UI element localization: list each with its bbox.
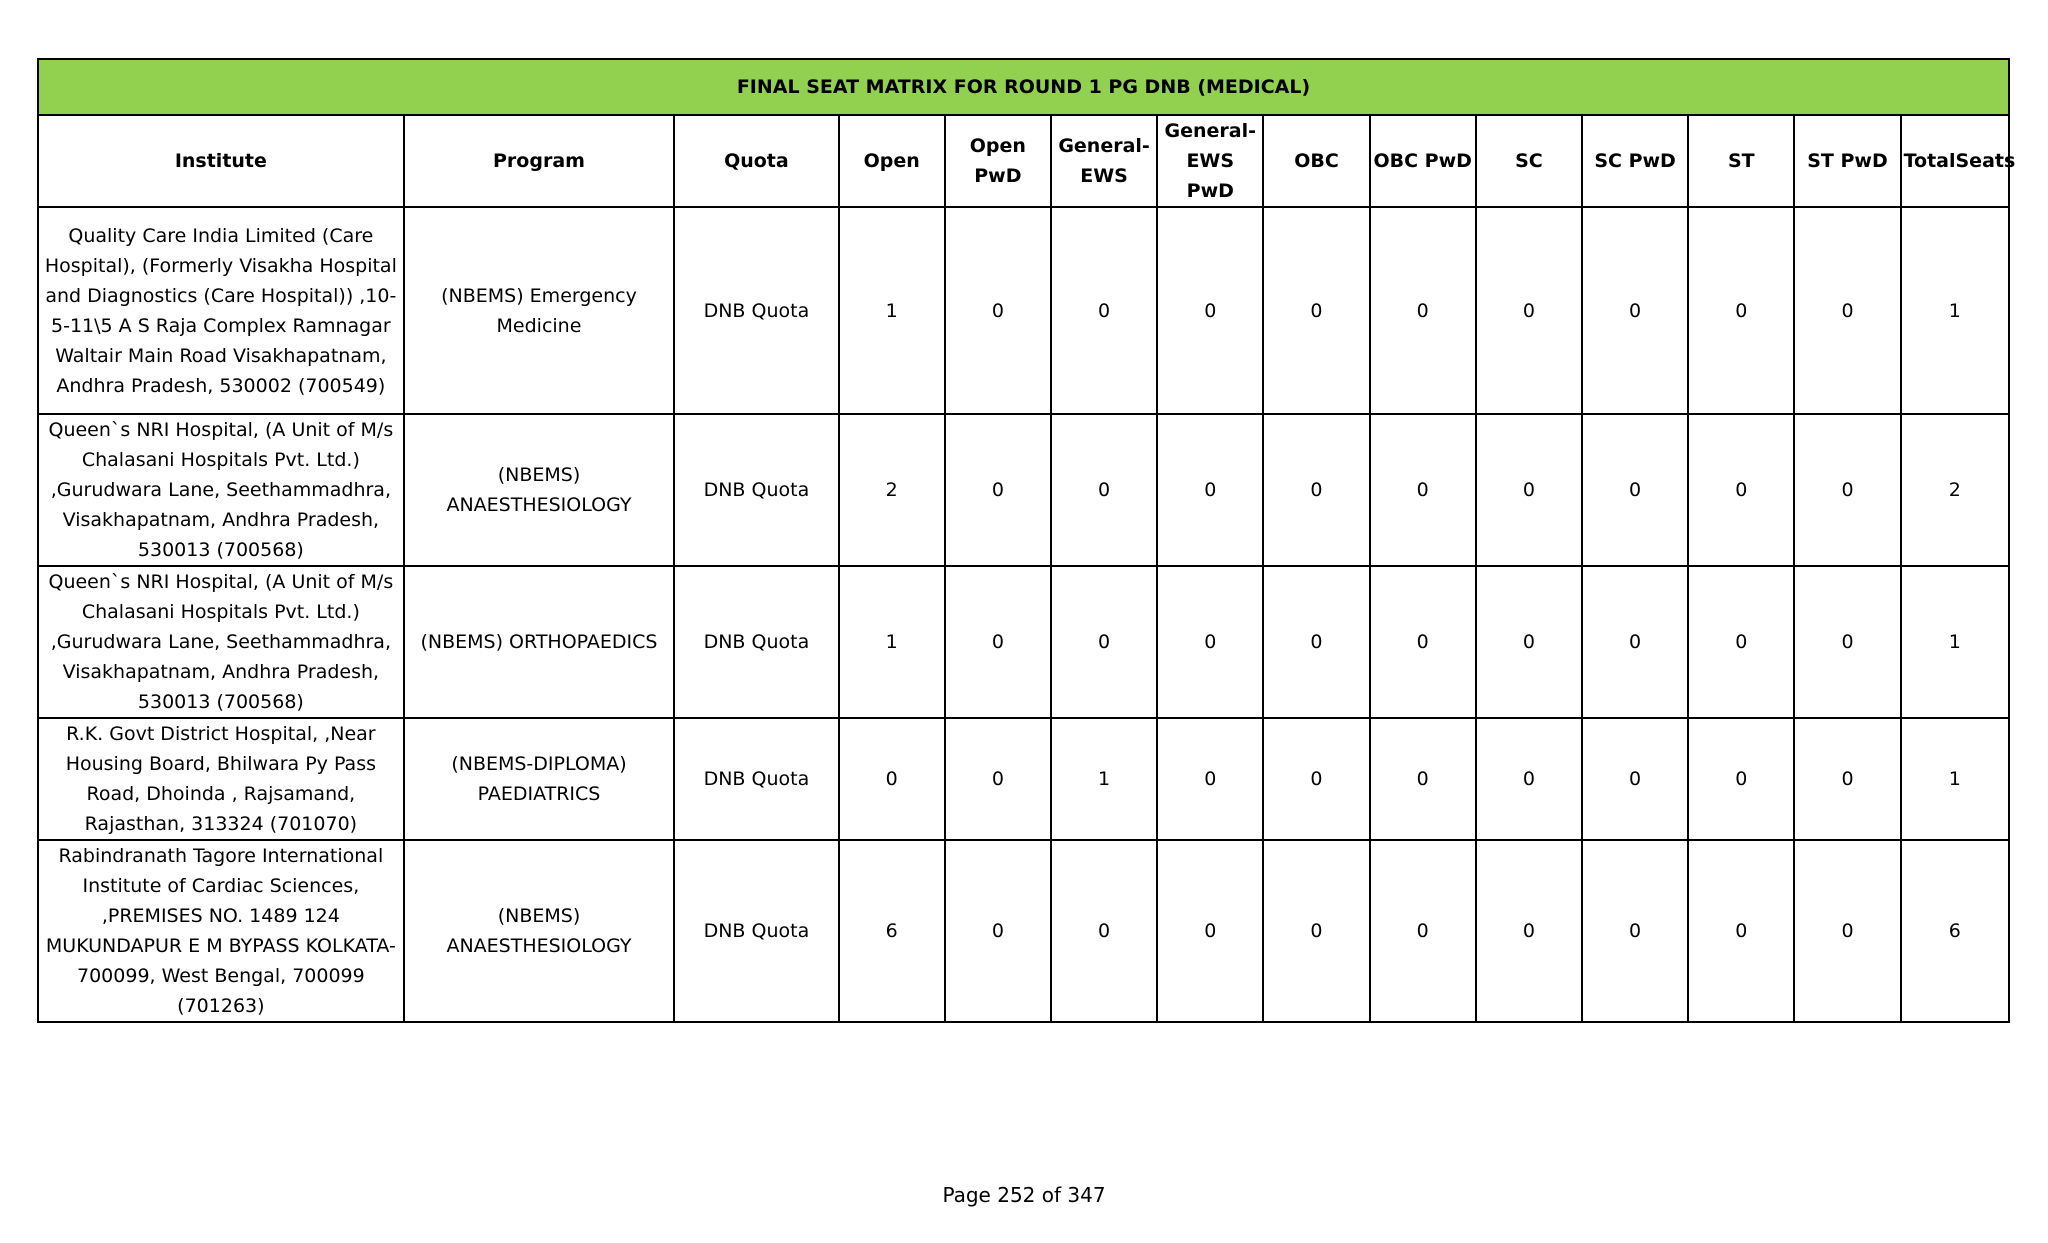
cell-program: (NBEMS-DIPLOMA) PAEDIATRICS (404, 718, 675, 840)
cell-open: 1 (839, 207, 945, 414)
cell-sc-pwd: 0 (1582, 840, 1688, 1022)
seat-matrix-table (37, 58, 2016, 1023)
cell-obc-pwd: 0 (1370, 566, 1476, 718)
cell-sc-pwd: 0 (1582, 566, 1688, 718)
cell-general-ews-pwd: 0 (1157, 207, 1263, 414)
cell-st-pwd: 0 (1794, 207, 1900, 414)
cell-program: (NBEMS) ORTHOPAEDICS (404, 566, 675, 718)
cell-total-seats: 1 (1901, 207, 2009, 414)
cell-total-seats: 1 (1901, 718, 2009, 840)
cell-general-ews: 1 (1051, 718, 1157, 840)
cell-quota: DNB Quota (674, 718, 838, 840)
cell-st: 0 (1688, 840, 1794, 1022)
cell-obc: 0 (1263, 207, 1369, 414)
cell-general-ews-pwd: 0 (1157, 566, 1263, 718)
cell-sc-pwd: 0 (1582, 414, 1688, 566)
page-number: Page 252 of 347 (942, 1183, 1106, 1207)
cell-open: 0 (839, 718, 945, 840)
cell-institute: Queen`s NRI Hospital, (A Unit of M/s Chalasani Hospitals Pvt. Ltd.) ,Gurudwara Lane, Seethammadhra, Visakhapatnam, Andhra Pradesh, 530013 (700568) (38, 566, 404, 718)
cell-open: 2 (839, 414, 945, 566)
cell-open-pwd: 0 (945, 840, 1051, 1022)
header-general-ews-pwd: General-EWS PwD (1157, 115, 1263, 207)
cell-open-pwd: 0 (945, 414, 1051, 566)
cell-st-pwd: 0 (1794, 840, 1900, 1022)
cell-general-ews-pwd: 0 (1157, 840, 1263, 1022)
table-row (38, 414, 2009, 566)
header-general-ews: General-EWS (1051, 115, 1157, 207)
header-open: Open (839, 115, 945, 207)
header-row (38, 115, 2009, 207)
cell-open: 6 (839, 840, 945, 1022)
cell-obc: 0 (1263, 414, 1369, 566)
cell-sc: 0 (1476, 414, 1582, 566)
header-obc-pwd: OBC PwD (1370, 115, 1476, 207)
cell-total-seats: 6 (1901, 840, 2009, 1022)
cell-total-seats: 2 (1901, 414, 2009, 566)
cell-obc: 0 (1263, 566, 1369, 718)
cell-st: 0 (1688, 718, 1794, 840)
cell-general-ews: 0 (1051, 414, 1157, 566)
cell-quota: DNB Quota (674, 566, 838, 718)
cell-obc-pwd: 0 (1370, 414, 1476, 566)
cell-sc: 0 (1476, 566, 1582, 718)
cell-st: 0 (1688, 207, 1794, 414)
cell-open-pwd: 0 (945, 207, 1051, 414)
cell-general-ews: 0 (1051, 566, 1157, 718)
cell-program: (NBEMS) ANAESTHESIOLOGY (404, 414, 675, 566)
cell-quota: DNB Quota (674, 840, 838, 1022)
cell-sc: 0 (1476, 840, 1582, 1022)
cell-sc-pwd: 0 (1582, 718, 1688, 840)
cell-general-ews: 0 (1051, 840, 1157, 1022)
header-sc: SC (1476, 115, 1582, 207)
cell-obc: 0 (1263, 718, 1369, 840)
cell-obc-pwd: 0 (1370, 207, 1476, 414)
cell-general-ews-pwd: 0 (1157, 718, 1263, 840)
cell-institute: Rabindranath Tagore International Institute of Cardiac Sciences, ,PREMISES NO. 1489 124 MUKUNDAPUR E M BYPASS KOLKATA-700099, West Bengal, 700099 (701263) (38, 840, 404, 1022)
table-title: FINAL SEAT MATRIX FOR ROUND 1 PG DNB (MEDICAL) (38, 59, 2009, 115)
cell-general-ews: 0 (1051, 207, 1157, 414)
cell-open-pwd: 0 (945, 718, 1051, 840)
table-row (38, 840, 2009, 1022)
cell-sc: 0 (1476, 207, 1582, 414)
cell-general-ews-pwd: 0 (1157, 414, 1263, 566)
cell-sc-pwd: 0 (1582, 207, 1688, 414)
cell-st-pwd: 0 (1794, 414, 1900, 566)
cell-quota: DNB Quota (674, 414, 838, 566)
cell-open: 1 (839, 566, 945, 718)
header-open-pwd: Open PwD (945, 115, 1051, 207)
header-program: Program (404, 115, 675, 207)
cell-total-seats: 1 (1901, 566, 2009, 718)
cell-institute: R.K. Govt District Hospital, ,Near Housing Board, Bhilwara Py Pass Road, Dhoinda , Rajsamand, Rajasthan, 313324 (701070) (38, 718, 404, 840)
header-obc: OBC (1263, 115, 1369, 207)
cell-institute: Queen`s NRI Hospital, (A Unit of M/s Chalasani Hospitals Pvt. Ltd.) ,Gurudwara Lane, Seethammadhra, Visakhapatnam, Andhra Pradesh, 530013 (700568) (38, 414, 404, 566)
cell-sc: 0 (1476, 718, 1582, 840)
cell-open-pwd: 0 (945, 566, 1051, 718)
cell-program: (NBEMS) ANAESTHESIOLOGY (404, 840, 675, 1022)
cell-st: 0 (1688, 566, 1794, 718)
table-row (38, 566, 2009, 718)
table-row (38, 207, 2009, 414)
header-total-seats: TotalSeats (1901, 115, 2009, 207)
cell-program: (NBEMS) Emergency Medicine (404, 207, 675, 414)
cell-institute: Quality Care India Limited (Care Hospital), (Formerly Visakha Hospital and Diagnostics (Care Hospital)) ,10-5-11\5 A S Raja Complex Ramnagar Waltair Main Road Visakhapatnam, Andhra Pradesh, 530002 (700549) (38, 207, 404, 414)
cell-obc: 0 (1263, 840, 1369, 1022)
cell-st-pwd: 0 (1794, 718, 1900, 840)
header-st: ST (1688, 115, 1794, 207)
cell-quota: DNB Quota (674, 207, 838, 414)
header-sc-pwd: SC PwD (1582, 115, 1688, 207)
cell-obc-pwd: 0 (1370, 840, 1476, 1022)
header-st-pwd: ST PwD (1794, 115, 1900, 207)
cell-st: 0 (1688, 414, 1794, 566)
cell-obc-pwd: 0 (1370, 718, 1476, 840)
table-row (38, 718, 2009, 840)
header-institute: Institute (38, 115, 404, 207)
header-quota: Quota (674, 115, 838, 207)
cell-st-pwd: 0 (1794, 566, 1900, 718)
